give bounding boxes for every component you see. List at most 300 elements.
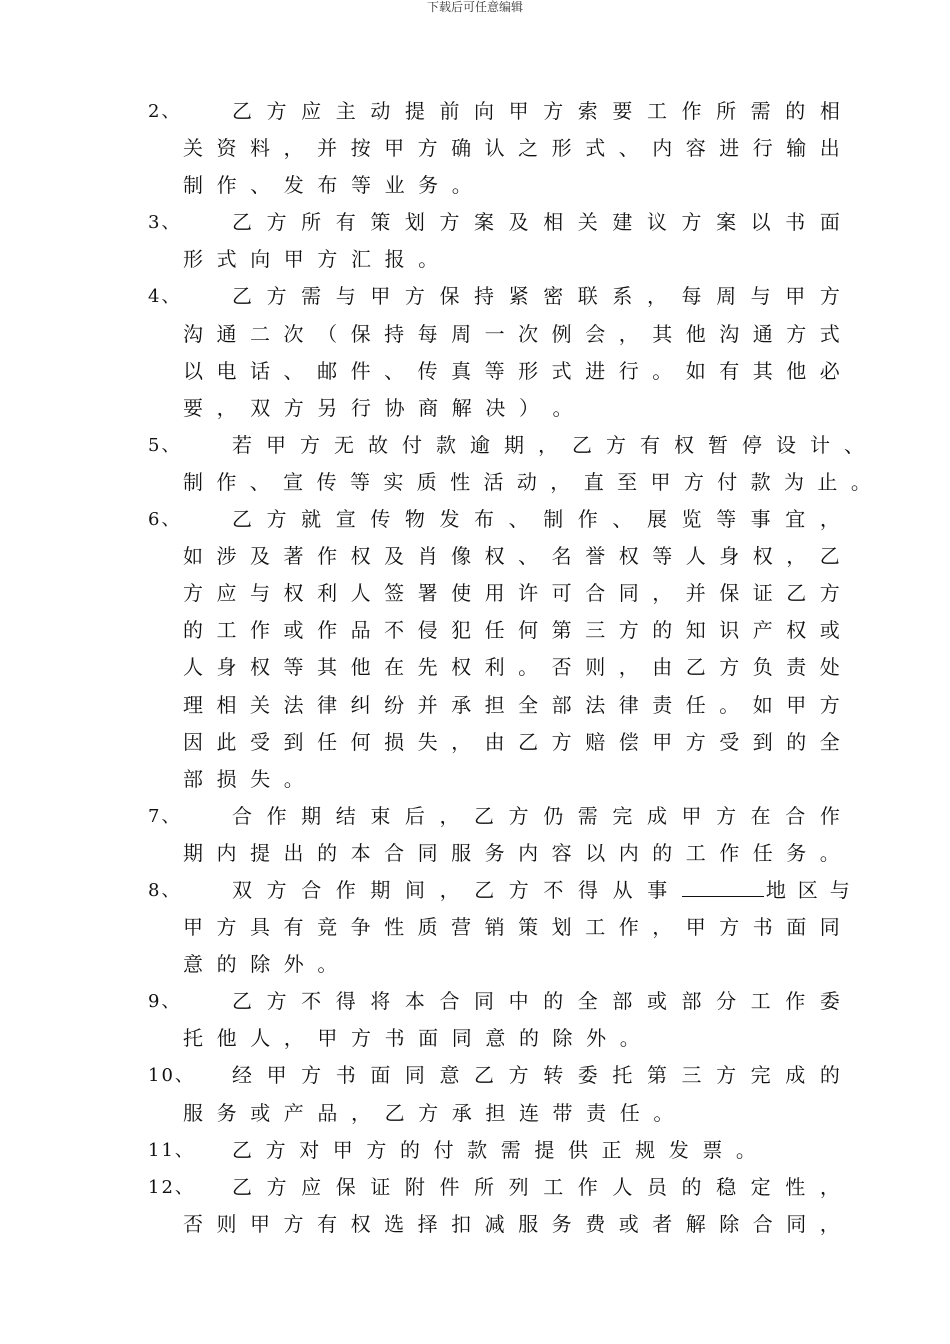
glyph: 承 — [451, 1100, 472, 1125]
glyph: 的 — [317, 840, 338, 865]
contract-clause — [0, 204, 950, 278]
glyph: 工 — [216, 618, 237, 643]
glyph: 甲 — [384, 136, 405, 161]
glyph: 工 — [585, 915, 606, 940]
glyph: ， — [652, 581, 673, 606]
glyph: 书 — [335, 1063, 356, 1088]
glyph: 。 — [652, 358, 673, 383]
glyph: 、 — [384, 358, 405, 383]
clause-line — [0, 1132, 950, 1169]
glyph: 划 — [551, 915, 572, 940]
glyph: 方 — [183, 581, 203, 606]
clause-text — [232, 427, 864, 464]
glyph: 三 — [681, 1063, 702, 1088]
glyph: 周 — [451, 321, 472, 346]
glyph: 者 — [652, 1211, 673, 1236]
clause-text — [183, 316, 840, 353]
glyph: 作 — [317, 618, 338, 643]
clause-text — [232, 1132, 770, 1169]
glyph: 甲 — [650, 469, 671, 494]
glyph: 次 — [283, 321, 304, 346]
glyph: 沟 — [719, 321, 740, 346]
glyph: 方 — [300, 432, 320, 457]
glyph: 扣 — [451, 1211, 472, 1236]
glyph: 方 — [716, 1063, 737, 1088]
glyph: 索 — [577, 99, 598, 123]
glyph: 故 — [368, 432, 388, 457]
clause-line — [0, 538, 950, 575]
clause-line — [0, 204, 950, 241]
glyph: 款 — [750, 469, 771, 494]
glyph: 如 — [752, 692, 773, 717]
glyph: 律 — [618, 692, 639, 717]
glyph: 以 — [183, 358, 203, 383]
glyph: 案 — [716, 210, 737, 235]
glyph: 除 — [250, 952, 271, 977]
clause-number: 6、 — [148, 509, 182, 531]
glyph: 工 — [646, 99, 667, 123]
glyph: 制 — [183, 173, 203, 198]
glyph: 方 — [366, 1137, 387, 1162]
glyph: 结 — [335, 803, 356, 828]
glyph: 出 — [283, 840, 304, 865]
glyph: 书 — [384, 1026, 405, 1051]
glyph: 到 — [283, 729, 304, 754]
glyph: 损 — [216, 766, 237, 791]
glyph: 物 — [404, 507, 425, 532]
glyph: 。 — [418, 247, 439, 272]
glyph: 前 — [439, 99, 460, 123]
glyph: 或 — [283, 618, 304, 643]
glyph: 向 — [250, 247, 271, 272]
glyph: 方 — [606, 432, 626, 457]
glyph: 委 — [819, 989, 840, 1014]
glyph: 款 — [436, 432, 456, 457]
glyph: 等 — [283, 655, 304, 680]
glyph: 务 — [786, 840, 807, 865]
glyph: 料 — [250, 136, 271, 161]
glyph: 宣 — [283, 469, 304, 494]
glyph: 付 — [402, 432, 422, 457]
glyph: 方 — [819, 581, 840, 606]
glyph: 受 — [250, 729, 271, 754]
glyph: ， — [786, 544, 807, 569]
glyph: 乙 — [232, 210, 252, 235]
glyph: 正 — [601, 1137, 622, 1162]
contract-clause — [0, 93, 950, 204]
glyph: 权 — [283, 581, 304, 606]
glyph: 与 — [750, 284, 771, 309]
glyph: 失 — [250, 766, 271, 791]
glyph: 活 — [483, 469, 504, 494]
glyph: 、 — [283, 358, 304, 383]
clause-text — [183, 687, 840, 724]
glyph: 分 — [716, 989, 737, 1014]
glyph: 。 — [653, 1100, 674, 1125]
glyph: 乙 — [232, 1174, 252, 1199]
glyph: 部 — [612, 989, 633, 1014]
glyph: ， — [350, 1100, 371, 1125]
glyph: 方 — [418, 1100, 439, 1125]
glyph: 工 — [750, 989, 771, 1014]
glyph: 件 — [350, 358, 371, 383]
glyph: 、 — [518, 544, 539, 569]
glyph: 布 — [474, 507, 495, 532]
glyph: 得 — [335, 989, 356, 1014]
glyph: 若 — [232, 432, 252, 457]
glyph: 定 — [750, 1174, 771, 1199]
glyph: 方 — [283, 1211, 304, 1236]
glyph: 许 — [518, 581, 539, 606]
glyph: 出 — [819, 136, 840, 161]
glyph: 合 — [752, 1211, 773, 1236]
glyph: 人 — [250, 1026, 271, 1051]
glyph: 此 — [216, 729, 237, 754]
glyph: 等 — [652, 544, 673, 569]
glyph: 、 — [250, 173, 271, 198]
glyph: 行 — [350, 395, 371, 420]
glyph: 期 — [183, 840, 203, 865]
glyph: 连 — [518, 1100, 539, 1125]
glyph: 面 — [418, 1026, 439, 1051]
glyph: 以 — [750, 210, 771, 235]
glyph: 束 — [370, 803, 391, 828]
glyph: 会 — [585, 321, 606, 346]
glyph: 电 — [216, 358, 237, 383]
glyph: 同 — [417, 840, 438, 865]
glyph: 责 — [652, 692, 673, 717]
glyph: 方 — [317, 247, 338, 272]
glyph: 展 — [646, 507, 667, 532]
glyph: 话 — [250, 358, 271, 383]
glyph: 著 — [283, 544, 304, 569]
clause-text — [183, 909, 840, 946]
glyph: 内 — [518, 840, 539, 865]
glyph: 方 — [266, 989, 287, 1014]
glyph: 必 — [819, 358, 840, 383]
glyph: 作 — [266, 803, 287, 828]
glyph: 制 — [543, 507, 564, 532]
contract-clause — [0, 501, 950, 798]
clause-number: 11、 — [148, 1139, 195, 1161]
clause-line — [0, 501, 950, 538]
clause-text — [183, 946, 351, 983]
contract-clause — [0, 798, 950, 872]
glyph: 需 — [750, 99, 771, 123]
glyph: 实 — [383, 469, 404, 494]
glyph: 方 — [265, 1137, 286, 1162]
clause-text — [183, 835, 840, 872]
glyph: 应 — [301, 99, 322, 123]
glyph: 甲 — [786, 692, 807, 717]
glyph: 期 — [301, 803, 322, 828]
glyph: 等 — [349, 469, 370, 494]
glyph: 次 — [518, 321, 539, 346]
glyph: ， — [216, 395, 237, 420]
glyph: 乙 — [232, 284, 252, 309]
glyph: 面 — [786, 915, 807, 940]
glyph: 涉 — [216, 544, 237, 569]
glyph: 合 — [232, 803, 252, 828]
glyph: 动 — [516, 469, 537, 494]
glyph: 务 — [484, 840, 505, 865]
glyph: 甲 — [652, 729, 673, 754]
clause-line — [0, 93, 950, 130]
glyph: 作 — [785, 989, 806, 1014]
glyph: 择 — [417, 1211, 438, 1236]
clause-line — [0, 909, 950, 946]
glyph: 列 — [508, 1174, 529, 1199]
glyph: 就 — [301, 507, 322, 532]
glyph: 所 — [716, 99, 737, 123]
glyph: 务 — [418, 173, 439, 198]
fill-in-blank[interactable] — [682, 872, 764, 897]
glyph: 方 — [404, 284, 425, 309]
glyph: 认 — [484, 136, 505, 161]
glyph: 保 — [335, 1174, 356, 1199]
clause-line — [0, 761, 950, 798]
glyph: 。 — [283, 766, 304, 791]
glyph: 方 — [685, 729, 706, 754]
glyph: 提 — [534, 1137, 555, 1162]
clause-line — [0, 798, 950, 835]
glyph: 性 — [785, 1174, 806, 1199]
glyph: 权 — [674, 432, 694, 457]
clause-line — [0, 316, 950, 353]
glyph: 之 — [518, 136, 539, 161]
glyph: 方 — [266, 284, 287, 309]
glyph: 合 — [785, 803, 806, 828]
glyph: 身 — [719, 544, 740, 569]
glyph: 方 — [216, 915, 237, 940]
glyph: 意 — [485, 1026, 506, 1051]
glyph: 责 — [786, 655, 807, 680]
glyph: 外 — [586, 1026, 607, 1051]
glyph: 应 — [216, 581, 237, 606]
glyph: 任 — [685, 692, 706, 717]
glyph: 的 — [786, 729, 807, 754]
clause-number: 4、 — [148, 286, 182, 308]
glyph: 工 — [685, 840, 706, 865]
glyph: 营 — [451, 915, 472, 940]
clause-number: 3、 — [148, 212, 182, 234]
glyph: 负 — [752, 655, 773, 680]
clause-number: 8、 — [148, 879, 182, 901]
glyph: 方 — [350, 1026, 371, 1051]
glyph: 作 — [577, 507, 598, 532]
glyph: 策 — [370, 210, 391, 235]
glyph: 方 — [719, 655, 740, 680]
glyph: 乙 — [384, 1100, 405, 1125]
glyph: 甲 — [266, 1063, 287, 1088]
glyph: 制 — [183, 469, 203, 494]
glyph: 方 — [618, 618, 639, 643]
glyph: 带 — [552, 1100, 573, 1125]
glyph: 其 — [317, 655, 338, 680]
glyph: 同 — [474, 989, 495, 1014]
glyph: ， — [618, 655, 639, 680]
glyph: 方 — [716, 803, 737, 828]
glyph: 需 — [500, 1137, 521, 1162]
glyph: 行 — [752, 136, 773, 161]
glyph: 合 — [585, 581, 606, 606]
glyph: 不 — [384, 618, 405, 643]
glyph: 方 — [681, 210, 702, 235]
glyph: 如 — [685, 358, 706, 383]
contract-clause — [0, 872, 950, 983]
glyph: 发 — [283, 173, 304, 198]
glyph: 由 — [484, 729, 505, 754]
glyph: 作 — [216, 469, 237, 494]
glyph: 任 — [317, 729, 338, 754]
glyph: 乙 — [232, 99, 252, 123]
glyph: 方 — [819, 692, 840, 717]
glyph: 。 — [451, 173, 472, 198]
glyph: 名 — [551, 544, 572, 569]
glyph: 仍 — [543, 803, 564, 828]
clause-text — [183, 353, 840, 390]
glyph: 第 — [551, 618, 572, 643]
glyph: 有 — [283, 915, 304, 940]
glyph: 权 — [250, 655, 271, 680]
glyph: 权 — [350, 1211, 371, 1236]
glyph: 方 — [786, 321, 807, 346]
glyph: 、 — [844, 432, 864, 457]
glyph: 像 — [451, 544, 472, 569]
glyph: 每 — [417, 321, 438, 346]
clause-text — [232, 1057, 840, 1094]
glyph: 邮 — [317, 358, 338, 383]
glyph: 相 — [543, 210, 564, 235]
clause-line — [0, 241, 950, 278]
glyph: 布 — [317, 173, 338, 198]
glyph: 权 — [350, 544, 371, 569]
glyph: 规 — [635, 1137, 656, 1162]
contract-clause — [0, 1169, 950, 1243]
clause-line — [0, 1206, 950, 1243]
contract-clause — [0, 1132, 950, 1169]
glyph: 他 — [685, 321, 706, 346]
clause-line — [0, 872, 950, 909]
glyph: ， — [819, 507, 840, 532]
glyph: 或 — [618, 1211, 639, 1236]
glyph: ， — [439, 803, 460, 828]
glyph: 权 — [752, 544, 773, 569]
glyph: 真 — [451, 358, 472, 383]
glyph: 方 — [543, 99, 564, 123]
clause-text — [183, 1095, 687, 1132]
glyph: 。 — [819, 840, 840, 865]
clause-line — [0, 1057, 950, 1094]
clause-line — [0, 983, 950, 1020]
glyph: 案 — [474, 210, 495, 235]
glyph: 容 — [551, 840, 572, 865]
glyph: 偿 — [618, 729, 639, 754]
glyph: 理 — [183, 692, 203, 717]
glyph: 暂 — [708, 432, 728, 457]
glyph: 直 — [583, 469, 604, 494]
glyph: 乙 — [232, 989, 252, 1014]
glyph: 甲 — [785, 284, 806, 309]
glyph: ， — [819, 1174, 840, 1199]
glyph: 法 — [585, 692, 606, 717]
glyph: ， — [538, 432, 558, 457]
clause-line — [0, 575, 950, 612]
glyph: 受 — [719, 729, 740, 754]
glyph: 乙 — [572, 432, 592, 457]
clause-line — [0, 649, 950, 686]
glyph: 、 — [618, 136, 639, 161]
glyph: 人 — [612, 1174, 633, 1199]
glyph: 计 — [810, 432, 830, 457]
glyph: 付 — [717, 469, 738, 494]
contract-clause — [0, 983, 950, 1057]
glyph: 则 — [216, 1211, 237, 1236]
glyph: 甲 — [250, 1211, 271, 1236]
glyph: 内 — [618, 840, 639, 865]
glyph: 式 — [216, 247, 237, 272]
glyph: 乙 — [819, 544, 840, 569]
glyph: 完 — [750, 1063, 771, 1088]
glyph: 何 — [518, 618, 539, 643]
glyph: 主 — [335, 99, 356, 123]
clause-line — [0, 687, 950, 724]
glyph: 担 — [485, 1100, 506, 1125]
clause-text — [183, 167, 485, 204]
glyph: 因 — [183, 729, 203, 754]
glyph: 与 — [250, 581, 271, 606]
clause-line — [0, 167, 950, 204]
glyph: 侵 — [417, 618, 438, 643]
glyph: 事 — [750, 507, 771, 532]
glyph: 乙 — [685, 655, 706, 680]
glyph: 服 — [183, 1100, 203, 1125]
glyph: 处 — [819, 655, 840, 680]
glyph: 甲 — [332, 1137, 353, 1162]
clause-text-after-blank: 地区与 — [765, 877, 862, 902]
glyph: 二 — [250, 321, 271, 346]
glyph: 的 — [518, 1026, 539, 1051]
glyph: 与 — [335, 284, 356, 309]
glyph: 部 — [183, 766, 203, 791]
clause-text — [183, 612, 840, 649]
glyph: 不 — [301, 989, 322, 1014]
glyph: 完 — [612, 803, 633, 828]
clause-line — [0, 130, 950, 167]
glyph: 选 — [384, 1211, 405, 1236]
glyph: 关 — [250, 692, 271, 717]
glyph: 期 — [504, 432, 524, 457]
glyph: 要 — [183, 395, 203, 420]
glyph: 乙 — [518, 729, 539, 754]
glyph: 身 — [216, 655, 237, 680]
glyph: 先 — [417, 655, 438, 680]
glyph: 面 — [819, 210, 840, 235]
glyph: 例 — [551, 321, 572, 346]
glyph: 附 — [404, 1174, 425, 1199]
glyph: 证 — [370, 1174, 391, 1199]
glyph: 其 — [752, 358, 773, 383]
glyph: 无 — [334, 432, 354, 457]
glyph: 甲 — [183, 915, 203, 940]
glyph: 争 — [350, 915, 371, 940]
glyph: 相 — [819, 99, 840, 123]
clause-text — [183, 761, 317, 798]
glyph: 向 — [474, 99, 495, 123]
glyph: 紧 — [508, 284, 529, 309]
glyph: 作 — [719, 840, 740, 865]
glyph: 进 — [585, 358, 606, 383]
